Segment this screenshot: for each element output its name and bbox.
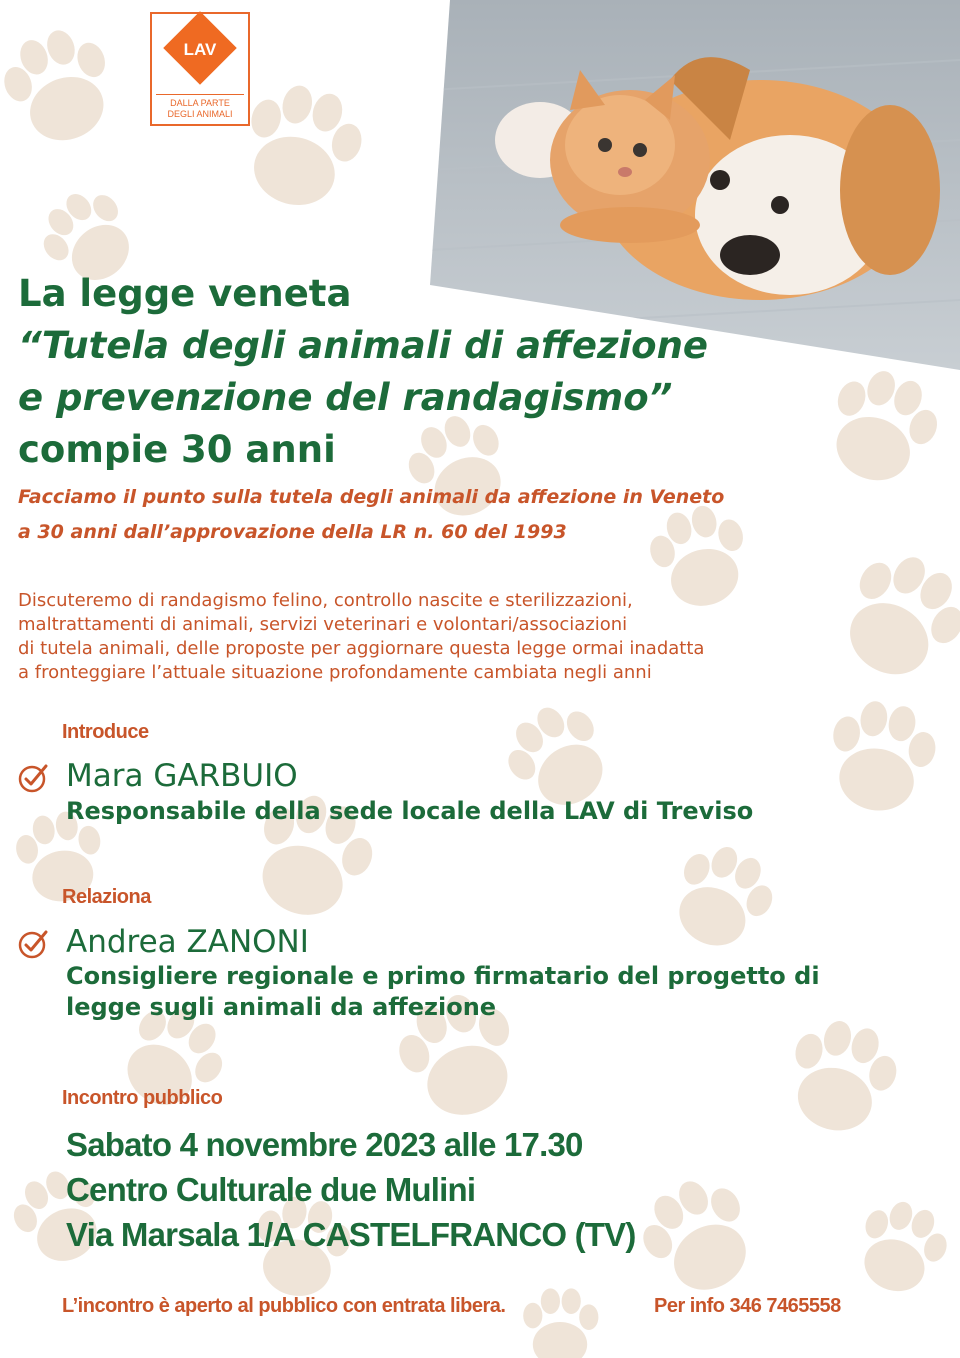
speaker-role-zanoni-line2: legge sugli animali da affezione [66, 993, 497, 1021]
speaker-name-garbuio: Mara GARBUIO [66, 758, 298, 794]
speaker-name-zanoni: Andrea ZANONI [66, 924, 309, 960]
paw-print-icon [815, 359, 949, 496]
speaker-role-garbuio: Responsabile della sede locale della LAV di Treviso [66, 797, 754, 825]
subtitle [18, 480, 724, 550]
description-line2: maltrattamenti di animali, servizi veterinari e volontari/associazioni [18, 614, 628, 635]
paw-print-icon [847, 1192, 957, 1304]
subtitle-line2: a 30 anni dall’approvazione della LR n. 60 del 1993 [18, 521, 567, 543]
relaziona-label: Relaziona [62, 886, 151, 908]
page-title [18, 268, 708, 476]
logo-tagline [156, 94, 244, 120]
event-label: Incontro pubblico [62, 1087, 223, 1109]
paw-print-icon [0, 18, 127, 155]
event-details [66, 1122, 636, 1257]
paw-print-icon [778, 1012, 906, 1143]
title-line4: compie 30 anni [18, 428, 336, 471]
check-circle-icon [18, 762, 50, 794]
subtitle-line1: Facciamo il punto sulla tutela degli animali da affezione in Veneto [18, 486, 725, 508]
paw-print-icon [232, 75, 371, 218]
description-line3: di tutela animali, delle proposte per aggiornare questa legge ormai inadatta [18, 638, 705, 659]
footer-note: L’incontro è aperto al pubblico con entrata libera. [62, 1295, 506, 1317]
title-line2: “Tutela degli animali di affezione [18, 324, 709, 367]
footer-info: Per info 346 7465558 [654, 1295, 841, 1317]
logo-tagline-line1: DALLA PARTE [170, 98, 230, 108]
paw-print-icon [825, 538, 960, 696]
introduce-label: Introduce [62, 721, 149, 743]
check-circle-icon [18, 928, 50, 960]
description-line1: Discuteremo di randagismo felino, controllo nascite e sterilizzazioni, [18, 590, 633, 611]
paw-print-icon [659, 833, 786, 962]
logo-name: LAV [183, 40, 217, 59]
paw-print-icon [523, 1288, 598, 1358]
title-line3: e prevenzione del randagismo” [18, 376, 673, 419]
event-address: Via Marsala 1/A CASTELFRANCO (TV) [66, 1216, 636, 1253]
paw-print-icon [628, 1164, 771, 1309]
logo-tagline-line2: DEGLI ANIMALI [167, 109, 233, 119]
lav-logo [150, 12, 250, 126]
title-line1: La legge veneta [18, 272, 352, 315]
paw-print-icon [821, 695, 942, 819]
description [18, 589, 704, 685]
event-venue: Centro Culturale due Mulini [66, 1171, 476, 1208]
speaker-role-zanoni-line1: Consigliere regionale e primo firmatario del progetto di [66, 962, 820, 990]
event-date: Sabato 4 novembre 2023 alle 17.30 [66, 1126, 583, 1163]
description-line4: a fronteggiare l’attuale situazione profondamente cambiata negli anni [18, 662, 652, 683]
